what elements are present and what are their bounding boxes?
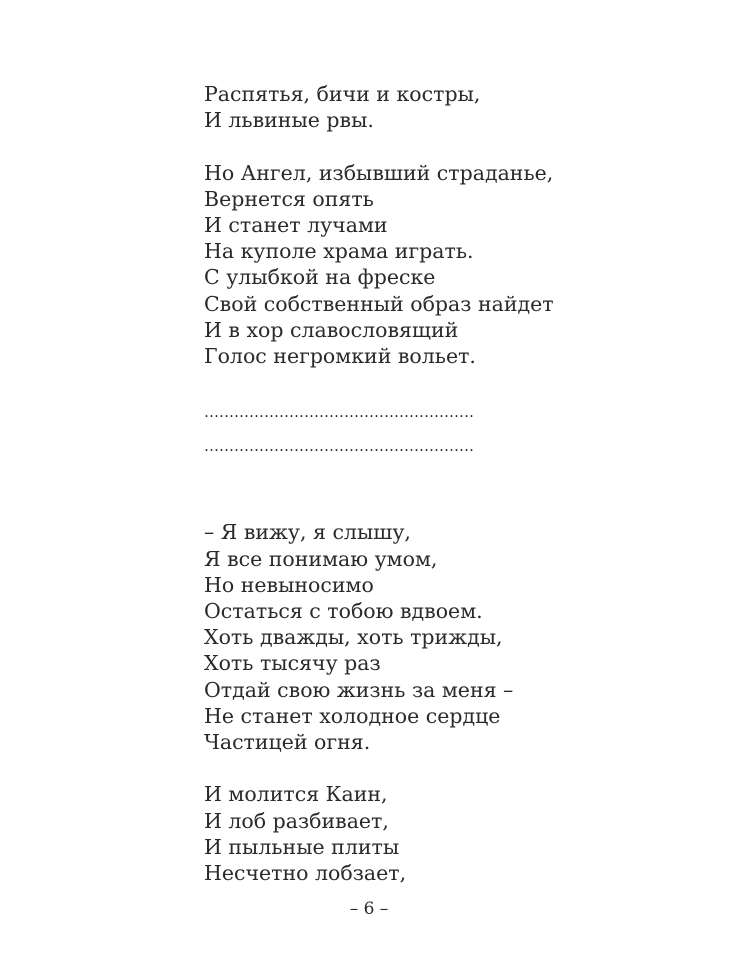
poem-line: Я все понимаю умом,	[204, 546, 438, 571]
poem-line: Несчетно лобзает,	[204, 861, 407, 886]
poem-line: Но Ангел, избывший страданье,	[204, 160, 554, 185]
poem-text	[204, 81, 684, 912]
poem-line: Хоть дважды, хоть трижды,	[204, 625, 503, 650]
stanza-1	[204, 81, 684, 133]
poem-line: И лоб разбивает,	[204, 808, 389, 833]
stanza-4	[204, 781, 684, 886]
poem-line: И молится Каин,	[204, 782, 388, 807]
poem-line: С улыбкой на фреске	[204, 265, 436, 290]
dotted-line: ………………………………………………	[204, 403, 474, 422]
poem-line: Остаться с тобою вдвоем.	[204, 599, 483, 624]
poem-line: И в хор славословящий	[204, 317, 459, 342]
poem-line: На куполе храма играть.	[204, 239, 474, 264]
poem-line: Не станет холодное сердце	[204, 703, 501, 728]
poem-line: И станет лучами	[204, 213, 388, 237]
poem-line: – Я вижу, я слышу,	[204, 520, 411, 545]
poem-line: И львиные рвы.	[204, 108, 374, 133]
poem-line: Голос негромкий вольет.	[204, 344, 476, 369]
page-number: – 6 –	[349, 899, 389, 919]
poem-line: Распятья, бичи и костры,	[204, 82, 481, 106]
poem-line: Вернется опять	[204, 186, 374, 211]
stanza-2	[204, 160, 684, 370]
poem-line: Свой собственный образ найдет	[204, 291, 554, 316]
ellipsis-divider	[204, 395, 684, 463]
dotted-line: ………………………………………………	[204, 437, 474, 456]
poem-line: И пыльные плиты	[204, 834, 400, 859]
poem-line: Но невыносимо	[204, 572, 374, 597]
poem-line: Хоть тысячу раз	[204, 651, 381, 676]
stanza-3	[204, 519, 684, 755]
poem-line: Частицей огня.	[204, 730, 371, 755]
poem-line: Отдай свою жизнь за меня –	[204, 677, 514, 702]
